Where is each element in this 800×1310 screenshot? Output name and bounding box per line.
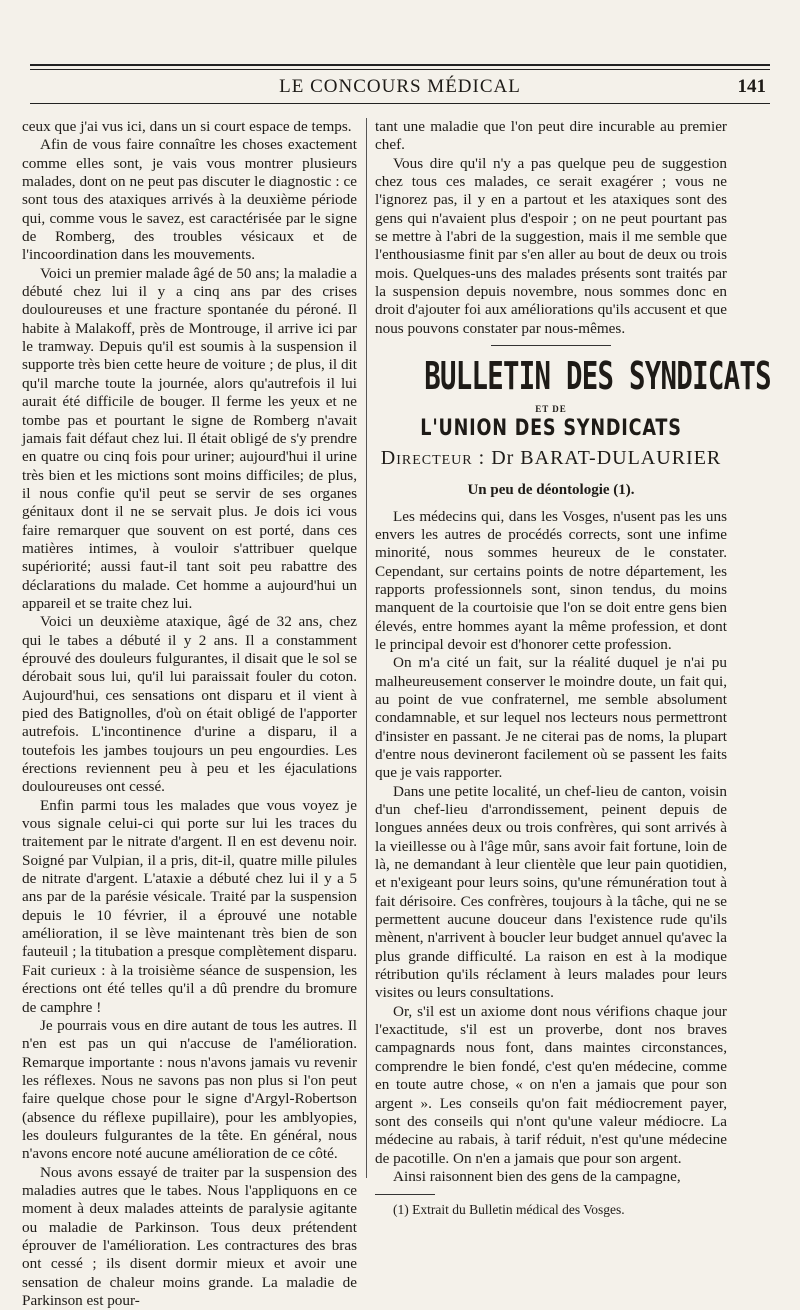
header-top-rule-thin: [30, 69, 770, 70]
article-title: Un peu de déontologie (1).: [467, 482, 635, 499]
journal-title: LE CONCOURS MÉDICAL: [279, 76, 521, 97]
paragraph: ceux que j'ai vus ici, dans un si court espace de temps.: [22, 118, 352, 135]
paragraph: Voici un premier malade âgé de 50 ans; la maladie a débuté chez lui il y a cinq ans par des crises douloureuses et une fracture spontanée du péroné. Il habite à Malakoff, près de Montrouge, il arrive ici par le tramway. Depuis qu'il est soumis à la suspension il supporte très bien cette heure de voiture ; de plus, il dit qu'il marche toute la journée, alors qu'autrefois il lui aurait été difficile de bouger. Il ferme les yeux et ne tombe pas et pourtant le signe de Romberg n'avait jamais fait défaut chez lui. Il était obligé de s'y prendre en quatre ou cinq fois pour uriner; aujourd'hui il urine très bien et les mictions sont moins difficiles; de plus, il nous confie qu'il peut se servir de ses organes génitaux dont il ne se servait plus. Je dois ici vous faire remarquer que souvent on est porté, dans ces matières intimes, à vouloir s'attribuer quelque supériorité; aussi faut-il tant soit peu rabattre des déclarations du malade. Cet homme a aujourd'hui un appareil et se traite chez lui.: [22, 264, 357, 612]
director-name: Dr BARAT-DULAURIER: [491, 446, 722, 469]
page-number: 141: [737, 76, 766, 97]
director-line: [375, 446, 727, 469]
paragraph: Je pourrais vous en dire autant de tous les autres. Il n'en est pas un qui n'accuse de l'amélioration. Remarque importante : nous n'avons jamais vu revenir les réflexes. Nous ne savons pas non plus si l'on peut faire quelque chose pour le signe d'Argyl-Robertson (absence du réflexe pupillaire), pour les amblyopies, les douleurs fulgurantes de la tête. En général, nous n'avons encore noté aucune amélioration de ce côté.: [22, 1016, 357, 1163]
director-label: Directeur :: [380, 446, 486, 469]
paragraph: Afin de vous faire connaître les choses exactement comme elles sont, je vais vous montrer plusieurs malades, dont on ne peut pas discuter le diagnostic : ce sont tous des ataxiques arrivés à la deuxième période qui, comme vous le savez, est caractérisée par le signe de Romberg, des troubles vésicaux et de l'incoordination dans les mouvements.: [22, 136, 357, 264]
header-bottom-rule: [30, 103, 770, 104]
paragraph: Or, s'il est un axiome dont nous vérifions chaque jour l'exactitude, s'il est un proverbe, dont nos braves campagnards nous font, dans maintes circonstances, comprendre le bien fondé, c'est qu'en médecine, comme en toute autre chose, « on n'en a jamais que pour son argent ». Les conseils qu'on fait médiocrement payer, sont des conseils qui n'ont qu'une valeur médiocre. La médecine au rabais, à tarif réduit, n'est qu'une médecine de pacotille. On n'en a jamais que pour son argent.: [375, 1002, 727, 1167]
left-column: [22, 118, 357, 1310]
paragraph: On m'a cité un fait, sur la réalité duquel je n'ai pu malheureusement conserver le moindre doute, un fait qui, au point de vue confraternel, me semble absolument condamnable, et sur lequel nos lecteurs nous permettront d'insister en passant. Je ne citerai pas de noms, la plupart d'entre nous devineront facilement où se passent les faits que je vais rapporter.: [375, 654, 727, 782]
paragraph: Enfin parmi tous les malades que vous voyez je vous signale celui-ci qui porte sur lui les traces du traitement par le nitrate d'argent. Il en est devenu noir. Soigné par Vulpian, il a pris, dit-il, quatre mille pilules de nitrate d'argent. L'ataxie a débuté chez lui il y a 5 ans par de la parésie vésicale. Traité par la suspension depuis le 10 février, il a éprouvé une notable amélioration, il se lève maintenant très bien de son fauteuil ; la titubation a presque complètement disparu. Fait curieux : à la troisième séance de suspension, les érections ont été telles qu'il a dû prendre du bromure de camphre !: [22, 796, 357, 1016]
paragraph: Ainsi raisonnent bien des gens de la campagne,: [393, 1167, 681, 1185]
paragraph: tant une maladie que l'on peut dire incurable au premier chef.: [375, 118, 727, 154]
right-column: [375, 118, 771, 1220]
footnote: (1) Extrait du Bulletin médical des Vosges.: [393, 1202, 625, 1218]
paragraph: Voici un deuxième ataxique, âgé de 32 ans, chez qui le tabes a débuté il y 2 ans. Il a constamment éprouvé des douleurs fulgurantes, il disait que le sol se dérobait sous lui, qu'il lui paraissait fouler du coton. Aujourd'hui, ces sensations ont disparu et il vient à pied des Batignolles, d'où on était obligé de l'apporter autrefois. L'incontinence d'urine a disparu, il a toutefois les jambes toujours un peu engourdies. Les érections reviennent peu à peu et les éjaculations douloureuses ont cessé.: [22, 613, 357, 796]
paragraph: Les médecins qui, dans les Vosges, n'usent pas les uns envers les autres de procédés corrects, sont une infime minorité, nous sommes heureux de le constater. Cependant, sur certains points de notre département, les rapports professionnels sont, sinon tendus, du moins manquent de la courtoisie que l'on se doit entre gens bien élevés, entre hommes ayant la même profession, et dont le principal devoir est d'honorer cette profession.: [375, 507, 727, 653]
header-top-rule: [30, 64, 770, 66]
union-title: L'UNION DES SYNDICATS: [420, 416, 682, 442]
page-header: [30, 74, 770, 100]
section-rule: [491, 345, 611, 346]
paragraph: Vous dire qu'il n'y a pas quelque peu de suggestion chez tous ces malades, ce serait exagérer ; vous ne l'ignorez pas, il y en a partout et les ataxiques sont des gens qui n'avaient plus d'espoir ; on ne peut pourtant pas se mettre à l'abri de la suggestion, mais il me semble que l'enthousiasme finit par s'en aller au bout de deux ou trois mois. Quelques-uns des malades présents sont traités par la suspension depuis novembre, nous sommes donc en droit d'ajouter foi aux améliorations qu'ils accusent et que nous pouvons constater par nous-mêmes.: [375, 154, 727, 337]
column-divider: [366, 118, 367, 1178]
paragraph: Dans une petite localité, un chef-lieu de canton, voisin d'un chef-lieu d'arrondissement, peinent depuis de longues années deux ou trois confrères, qui sont arrivés à la vieillesse ou à l'âge mûr, sans avoir fait fortune, loin de là, ne demandant à leur clientèle que leur pain quotidien, et n'exigeant pour leurs soins, qu'une rémunération tout à fait dérisoire. Ces confrères, toujours à la tâche, qui ne se permettent aucune douceur dans l'existence rude qu'ils mènent, n'arrivent à boucler leur budget annuel qu'avec la plus grande difficulté. La raison en est à la modique rétribution qu'ils réclament à leurs malades pour leurs visites ou leurs consultations.: [375, 782, 727, 1002]
et-de-label: ET DE: [535, 404, 567, 415]
bulletin-title: BULLETIN DES SYNDICATS: [424, 354, 771, 399]
footnote-rule: [375, 1194, 435, 1195]
paragraph: Nous avons essayé de traiter par la suspension des maladies autres que le tabes. Nous l'appliquons en ce moment à deux malades atteints de paralysie agitante ou maladie de Parkinson. Tous deux prétendent éprouver de l'amélioration. Les contractures des bras ont cessé ; ils disent dormir mieux et avoir une sensation de chaleur moins grande. La maladie de Parkinson est pour-: [22, 1163, 357, 1309]
